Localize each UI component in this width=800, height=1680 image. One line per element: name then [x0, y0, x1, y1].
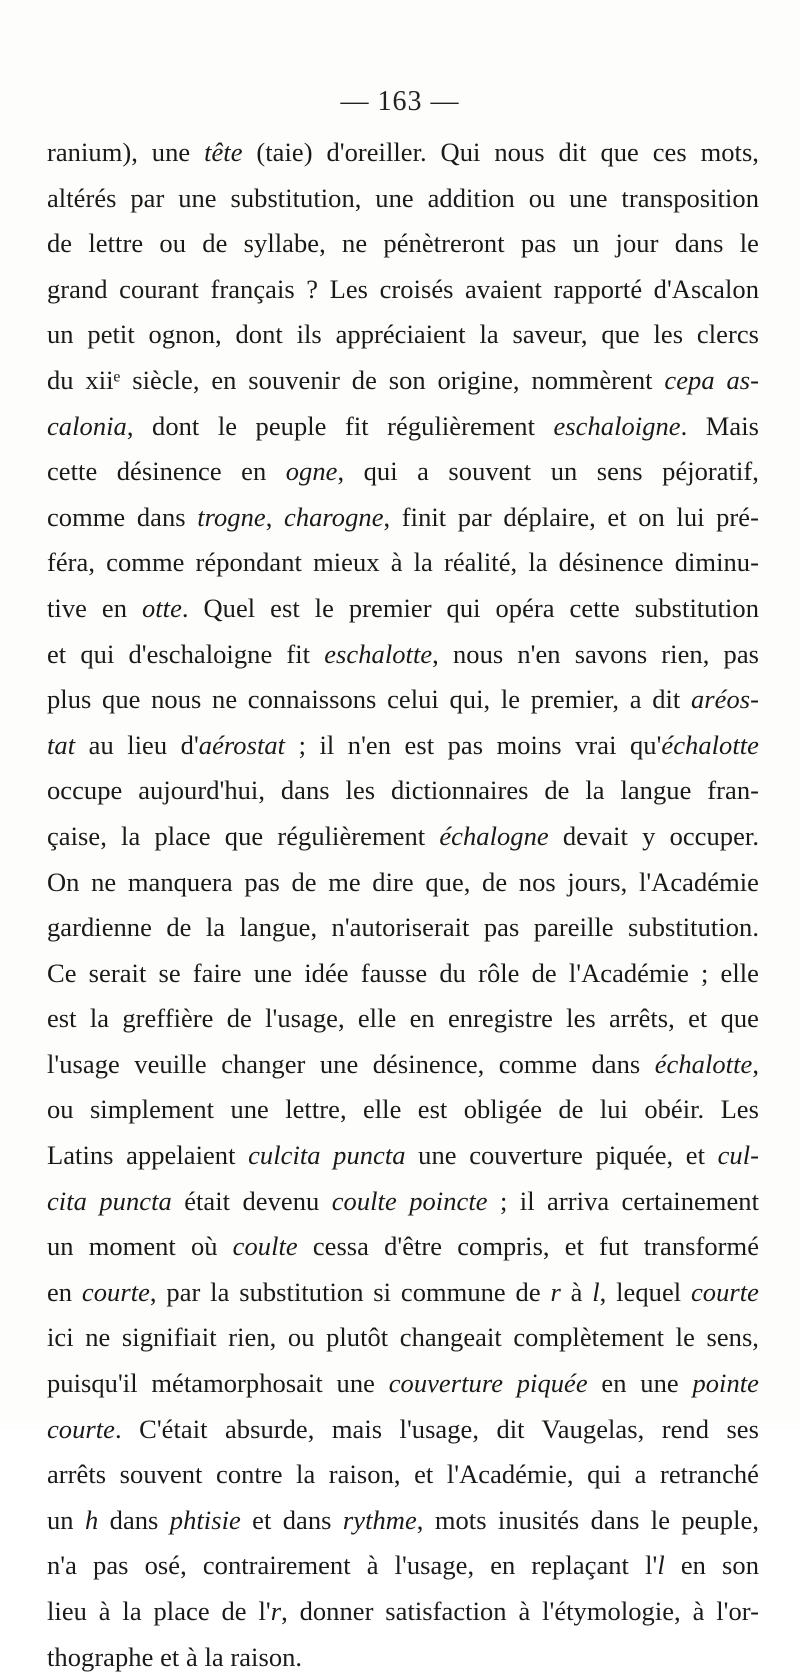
- text-run: un petit ognon, dont ils appréciaient la saveur, que les clercs: [47, 319, 759, 350]
- text-line: [47, 1270, 759, 1316]
- text-run: . Quel est le premier qui opéra cette substitution: [181, 592, 759, 623]
- page-number: — 163 —: [340, 86, 460, 117]
- text-run: cette désinence en: [47, 456, 286, 487]
- text-run: ranium), une: [47, 137, 205, 167]
- text-line: [47, 1224, 759, 1270]
- text-run: , dont le peuple fit régulièrement: [126, 410, 554, 441]
- text-run: était devenu: [171, 1185, 332, 1216]
- italic-run: tat: [47, 729, 76, 760]
- text-run: çaise, la place que régulièrement: [47, 820, 440, 851]
- text-run: féra, comme répondant mieux à la réalité, la désinence diminu-: [47, 547, 759, 578]
- text-run: devait y occuper.: [548, 820, 759, 851]
- text-line: [47, 1087, 759, 1133]
- text-run: du xiiᵉ siècle, en souvenir de son origine, nommèrent: [47, 364, 665, 395]
- text-run: comme dans: [47, 501, 198, 532]
- italic-run: pointe: [692, 1368, 759, 1399]
- text-run: et qui d'eschaloigne fit: [47, 638, 325, 669]
- text-line: [47, 130, 759, 176]
- text-run: gardienne de la langue, n'autoriserait pas pareille substitution.: [47, 912, 759, 943]
- text-run: arrêts souvent contre la raison, et l'Académie, qui a retranché: [47, 1459, 759, 1490]
- text-line: [47, 1361, 759, 1407]
- italic-run: cita puncta: [47, 1185, 172, 1216]
- text-run: On ne manquera pas de me dire que, de nos jours, l'Académie: [47, 866, 759, 897]
- text-line: [47, 768, 759, 814]
- text-line: [47, 723, 759, 769]
- italic-run: couverture piquée: [388, 1368, 588, 1399]
- text-line: [47, 1179, 759, 1225]
- text-run: plus que nous ne connaissons celui qui, le premier, a dit: [47, 684, 691, 715]
- italic-run: cul-: [717, 1140, 760, 1171]
- text-run: est la greffière de l'usage, elle en enregistre les arrêts, et que: [47, 1003, 759, 1034]
- text-line: [47, 996, 759, 1042]
- text-run: altérés par une substitution, une addition ou une transposition: [47, 182, 759, 213]
- italic-run: aérostat: [198, 729, 286, 760]
- italic-run: h: [84, 1504, 99, 1535]
- text-line: [47, 1042, 759, 1088]
- italic-run: courte: [81, 1276, 150, 1307]
- italic-run: tête: [204, 137, 243, 167]
- text-run: Latins appelaient: [47, 1140, 249, 1171]
- body-text: [47, 130, 759, 1680]
- italic-run: échalogne: [439, 820, 549, 851]
- italic-run: cepa as-: [664, 364, 759, 395]
- text-run: à: [560, 1276, 593, 1307]
- text-run: une couverture piquée, et: [405, 1140, 718, 1171]
- text-line: [47, 1635, 759, 1680]
- italic-run: ogne: [285, 456, 338, 487]
- text-line: [47, 586, 759, 632]
- text-run: tive en: [47, 592, 142, 623]
- italic-run: rythme: [342, 1504, 417, 1535]
- text-run: ici ne signifiait rien, ou plutôt changeait complètement le sens,: [47, 1322, 759, 1353]
- text-line: [47, 449, 759, 495]
- text-run: , lequel: [599, 1276, 691, 1307]
- text-run: ou simplement une lettre, elle est obligée de lui obéir. Les: [47, 1094, 759, 1125]
- italic-run: coulte: [232, 1231, 298, 1262]
- italic-run: l: [592, 1276, 600, 1307]
- text-line: [47, 1543, 759, 1589]
- text-line: [47, 267, 759, 313]
- text-run: , finit par déplaire, et on lui pré-: [383, 501, 759, 532]
- text-run: , qui a souvent un sens péjoratif,: [337, 456, 759, 487]
- text-run: grand courant français ? Les croisés avaient rapporté d'Ascalon: [47, 273, 759, 304]
- text-run: . Mais: [680, 410, 759, 441]
- italic-run: calonia: [47, 410, 127, 441]
- text-line: [47, 176, 759, 222]
- text-run: n'a pas osé, contrairement à l'usage, en replaçant l': [47, 1550, 658, 1581]
- text-run: cessa d'être compris, et fut transformé: [297, 1231, 760, 1262]
- text-run: , par la substitution si commune de: [149, 1276, 551, 1307]
- text-run: thographe et à la raison.: [47, 1641, 303, 1672]
- text-run: ,: [752, 1048, 759, 1079]
- italic-run: culcita puncta: [248, 1140, 406, 1171]
- italic-run: échalotte: [654, 1048, 753, 1079]
- italic-run: eschalotte: [324, 638, 433, 669]
- italic-run: charogne: [284, 501, 384, 532]
- text-run: en une: [587, 1368, 693, 1399]
- text-run: , mots inusités dans le peuple,: [416, 1504, 759, 1535]
- text-run: l'usage veuille changer une désinence, comme dans: [47, 1048, 655, 1079]
- text-line: [47, 1407, 759, 1453]
- text-line: [47, 221, 759, 267]
- text-line: [47, 495, 759, 541]
- text-line: [47, 1498, 759, 1544]
- italic-run: courte: [47, 1413, 115, 1444]
- italic-run: r: [270, 1596, 282, 1626]
- italic-run: trogne: [197, 501, 266, 532]
- text-line: [47, 1452, 759, 1498]
- text-line: [47, 905, 759, 951]
- text-line: [47, 860, 759, 906]
- italic-run: r: [550, 1276, 561, 1307]
- text-run: en: [47, 1276, 82, 1307]
- text-line: [47, 404, 759, 450]
- italic-run: otte: [141, 592, 182, 623]
- text-run: un moment où: [47, 1231, 233, 1262]
- text-run: ,: [265, 501, 285, 532]
- text-run: ; il arriva certainement: [487, 1185, 759, 1216]
- text-run: dans: [98, 1504, 170, 1535]
- text-line: [47, 358, 759, 404]
- text-run: , nous n'en savons rien, pas: [432, 638, 759, 669]
- text-run: occupe aujourd'hui, dans les dictionnaires de la langue fran-: [47, 775, 759, 806]
- text-run: lieu à la place de l': [47, 1596, 271, 1626]
- text-line: [47, 814, 759, 860]
- italic-run: échalotte: [661, 729, 759, 760]
- text-run: . C'était absurde, mais l'usage, dit Vaugelas, rend ses: [115, 1413, 759, 1444]
- text-run: et dans: [240, 1504, 343, 1535]
- text-line: [47, 1315, 759, 1361]
- text-run: Ce serait se faire une idée fausse du rôle de l'Académie ; elle: [47, 957, 759, 988]
- text-run: au lieu d': [75, 729, 199, 760]
- italic-run: eschaloigne: [553, 410, 681, 441]
- text-line: [47, 951, 759, 997]
- text-run: un: [47, 1504, 85, 1535]
- text-run: de lettre ou de syllabe, ne pénètreront pas un jour dans le: [47, 228, 759, 259]
- text-run: puisqu'il métamorphosait une: [47, 1368, 389, 1399]
- text-line: [47, 677, 759, 723]
- text-run: , donner satisfaction à l'étymologie, à l'or-: [281, 1596, 759, 1626]
- italic-run: phtisie: [169, 1504, 241, 1535]
- italic-run: aréos-: [690, 684, 759, 715]
- italic-run: coulte poincte: [331, 1185, 488, 1216]
- text-line: [47, 312, 759, 358]
- italic-run: l: [657, 1550, 665, 1581]
- text-run: (taie) d'oreiller. Qui nous dit que ces mots,: [242, 137, 759, 167]
- italic-run: courte: [691, 1276, 759, 1307]
- text-run: ; il n'en est pas moins vrai qu': [285, 729, 662, 760]
- text-run: en son: [664, 1550, 759, 1581]
- text-line: [47, 1589, 759, 1635]
- text-line: [47, 540, 759, 586]
- text-line: [47, 1133, 759, 1179]
- text-line: [47, 632, 759, 678]
